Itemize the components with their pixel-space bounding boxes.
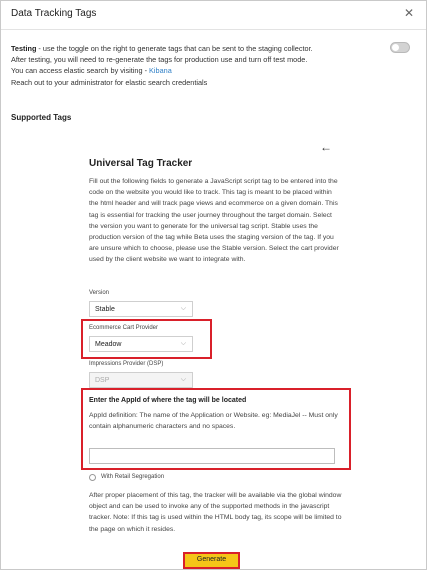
version-select[interactable] (89, 301, 193, 317)
testing-label: Testing (11, 44, 37, 53)
form-title: Universal Tag Tracker (89, 158, 193, 169)
info-line-2: After testing, you will need to re-generate the tags for production use and turn off test mode. (11, 55, 308, 65)
elastic-search-text: You can access elastic search by visiting - (11, 66, 150, 76)
back-arrow-icon[interactable]: ← (320, 140, 332, 154)
impressions-provider-value: DSP (95, 377, 110, 384)
retail-segregation-radio[interactable] (89, 474, 96, 481)
chevron-down-icon: ⌵ (180, 305, 186, 312)
generate-button[interactable]: Generate (183, 552, 240, 569)
supported-tags-heading: Supported Tags (11, 113, 72, 122)
kibana-link[interactable]: Kibana (149, 66, 172, 76)
dialog-title: Data Tracking Tags (11, 8, 97, 19)
after-placement-text: After proper placement of this tag, the tracker will be available via the global window object and can be used to invoke any of the supported methods in the javascript tracker. Note: If this tag is used within the HTML body tag, its scope will be limited to the page on which it resides. (89, 492, 342, 533)
impressions-provider-label: Impressions Provider (DSP) (89, 361, 164, 367)
info-line-1 (11, 43, 381, 54)
retail-segregation-label: With Retail Segregation (101, 474, 165, 480)
appid-input[interactable] (89, 448, 335, 464)
testing-description: - use the toggle on the right to generate tags that can be sent to the staging collector. (36, 44, 313, 53)
info-line-4: Reach out to your administrator for elastic search credentials (11, 77, 208, 87)
version-label: Version (89, 290, 110, 296)
version-value: Stable (95, 306, 115, 313)
info-line-3 (11, 65, 381, 76)
appid-description: AppId definition: The name of the Application or Website. eg: MediaJel -- Must only contain alphanumeric characters and no spaces. (89, 412, 338, 430)
cart-provider-value: Meadow (95, 341, 122, 348)
testing-info (11, 43, 381, 88)
impressions-provider-select[interactable] (89, 372, 193, 388)
test-mode-toggle[interactable] (390, 42, 410, 53)
dialog-header (1, 1, 426, 30)
toggle-knob (392, 44, 399, 51)
cart-provider-label: Ecommerce Cart Provider (89, 325, 159, 331)
form-description: Fill out the following fields to generate a JavaScript script tag to be entered into the code on the website you would like to track. This tag is meant to be placed within the html header and will track page views and ecommerce on a given domain. This tag is essential for tracking the user journey throughout the target domain. Select the version you want to generate for the universal tag script. Stable uses the production version of the tag while Beta uses the staging version of the tag. If you are unsure which to choose, please use the Stable version. Select the cart provider used by the client website we want to integrate with. (89, 178, 339, 264)
chevron-down-icon: ⌵ (180, 376, 186, 383)
appid-title: Enter the AppId of where the tag will be located (89, 397, 247, 404)
chevron-down-icon: ⌵ (180, 340, 186, 347)
cart-provider-select[interactable] (89, 336, 193, 352)
close-icon[interactable]: ✕ (403, 6, 414, 20)
